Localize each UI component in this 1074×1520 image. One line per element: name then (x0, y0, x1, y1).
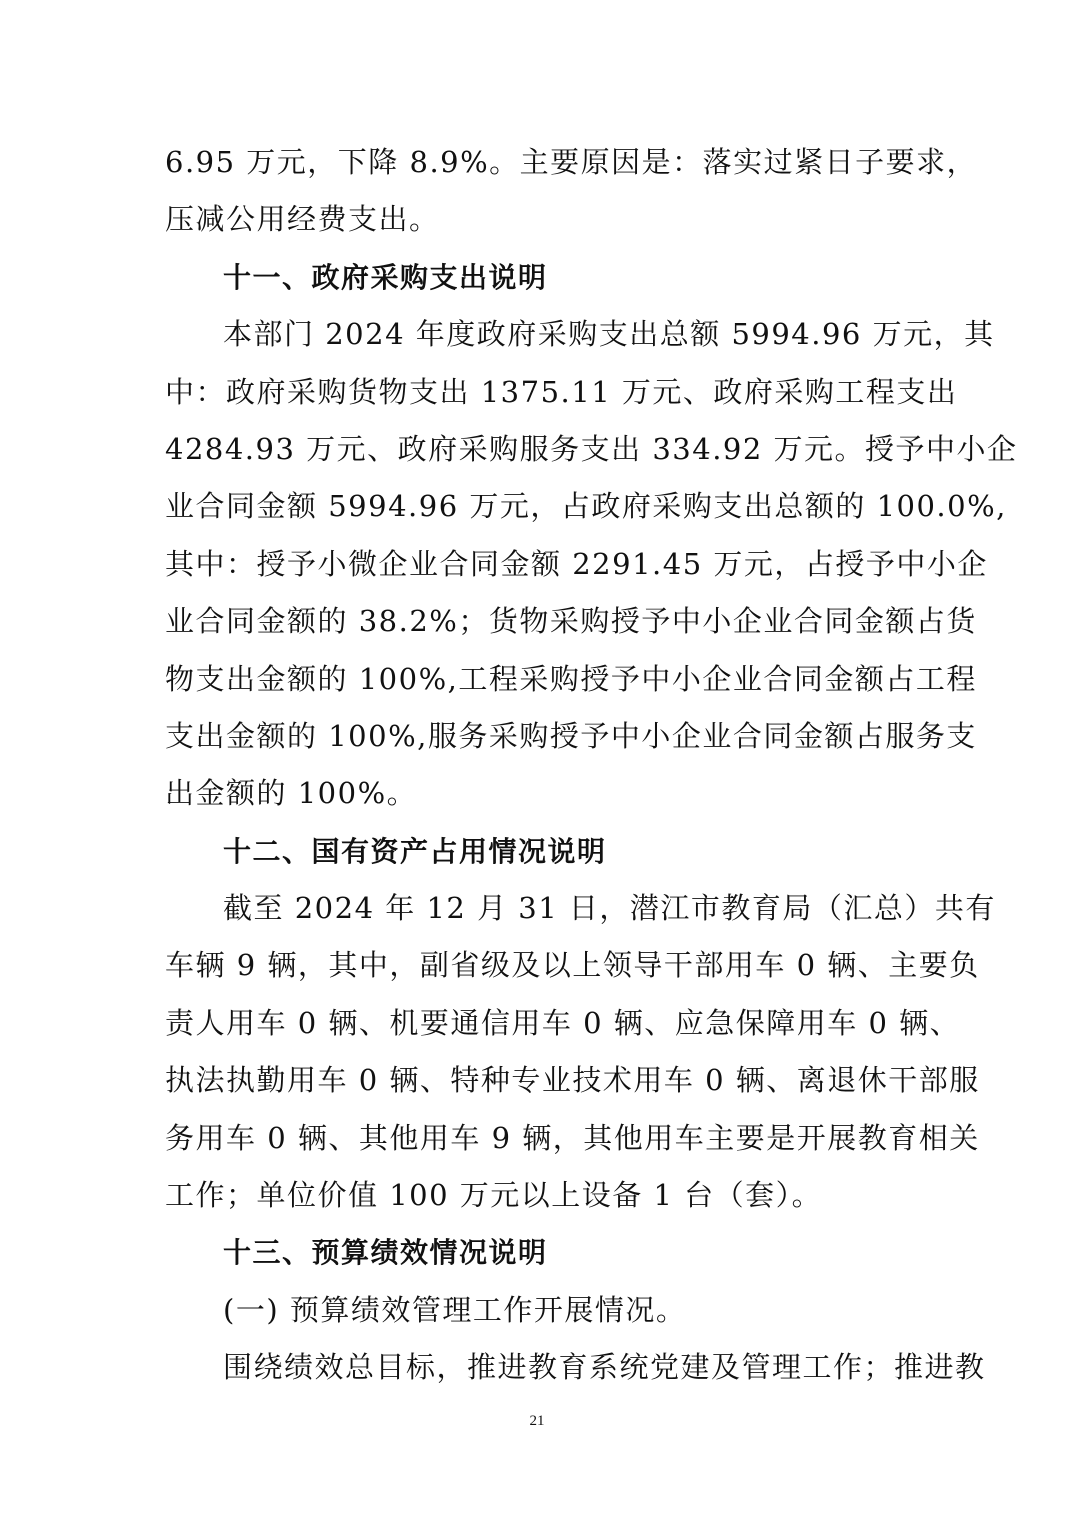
subsection-heading: (一) 预算绩效管理工作开展情况。 (223, 1292, 687, 1327)
paragraph-line: 支出金额的 100%,服务采购授予中小企业合同金额占服务支 (165, 718, 977, 753)
paragraph-line: 物支出金额的 100%,工程采购授予中小企业合同金额占工程 (165, 661, 977, 696)
paragraph-line: 出金额的 100%。 (165, 776, 418, 811)
paragraph-line: 围绕绩效总目标，推进教育系统党建及管理工作；推进教 (223, 1350, 986, 1385)
section-heading: 十三、预算绩效情况说明 (223, 1236, 548, 1270)
paragraph-line: 执法执勤用车 0 辆、特种专业技术用车 0 辆、离退休干部服 (165, 1063, 980, 1098)
paragraph-line: 业合同金额的 38.2%；货物采购授予中小企业合同金额占货 (165, 604, 977, 639)
paragraph-line: 本部门 2024 年度政府采购支出总额 5994.96 万元，其 (223, 317, 995, 352)
paragraph-line: 4284.93 万元、政府采购服务支出 334.92 万元。授予中小企 (165, 431, 1018, 466)
paragraph-line: 车辆 9 辆，其中，副省级及以上领导干部用车 0 辆、主要负 (165, 948, 980, 983)
section-heading: 十二、国有资产占用情况说明 (223, 834, 607, 868)
page-number: 21 (529, 1413, 545, 1429)
paragraph-line: 压减公用经费支出。 (165, 202, 440, 237)
paragraph-line: 其中：授予小微企业合同金额 2291.45 万元，占授予中小企 (165, 546, 988, 581)
body-text (165, 134, 1018, 1397)
section-heading: 十一、政府采购支出说明 (223, 260, 548, 294)
paragraph-line: 工作；单位价值 100 万元以上设备 1 台（套）。 (165, 1178, 823, 1213)
paragraph-line: 务用车 0 辆、其他用车 9 辆，其他用车主要是开展教育相关 (165, 1120, 980, 1155)
paragraph-line: 业合同金额 5994.96 万元，占政府采购支出总额的 100.0%, (165, 489, 1007, 524)
paragraph-line: 中：政府采购货物支出 1375.11 万元、政府采购工程支出 (165, 374, 958, 409)
paragraph-line: 6.95 万元，下降 8.9%。主要原因是：落实过紧日子要求， (165, 145, 978, 179)
paragraph-line: 责人用车 0 辆、机要通信用车 0 辆、应急保障用车 0 辆、 (165, 1005, 961, 1040)
paragraph-line: 截至 2024 年 12 月 31 日，潜江市教育局（汇总）共有 (223, 891, 996, 926)
